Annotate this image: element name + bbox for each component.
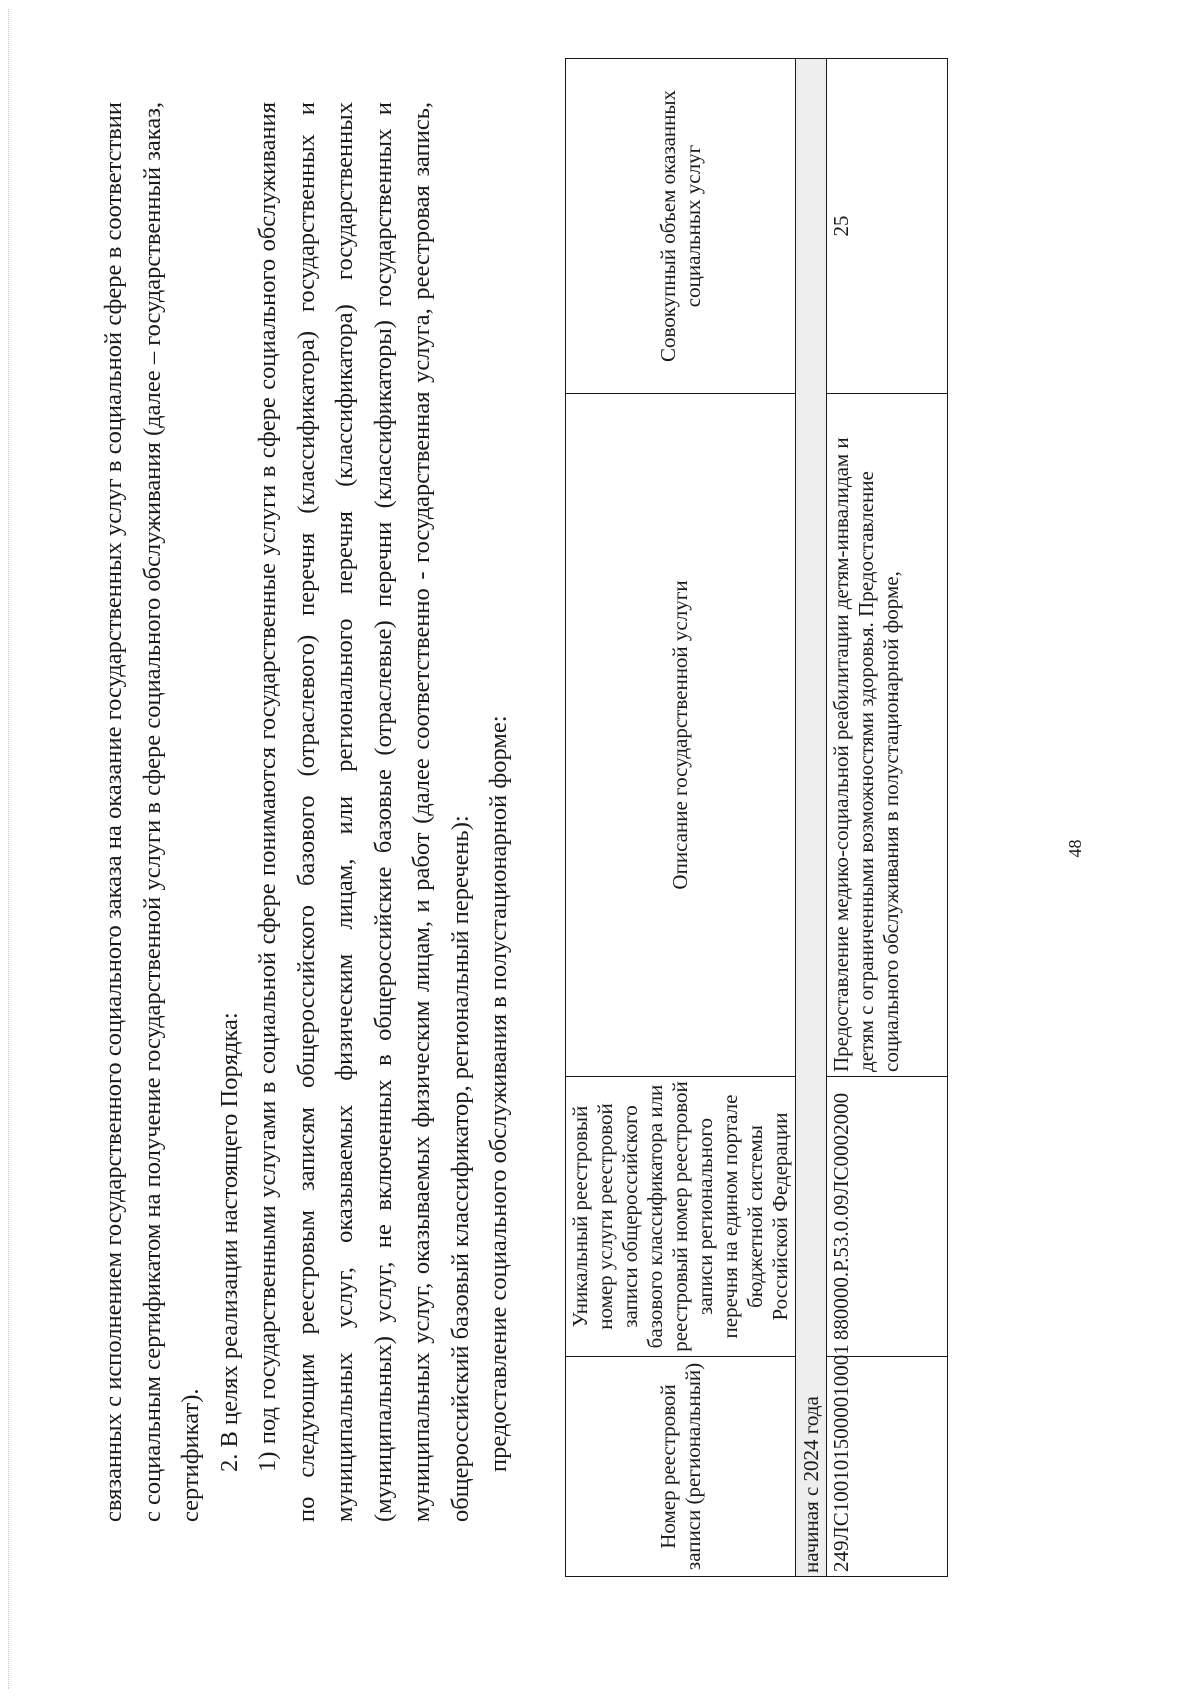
section-label: начиная с 2024 года	[796, 59, 827, 1577]
paragraph-2: 2. В целях реализации настоящего Порядка:	[215, 1012, 243, 1472]
paragraph-4: предоставление социального обслуживания в полустационарной форме:	[485, 715, 512, 1472]
paragraph-3: 1) под государственными услугами в социальной сфере понимаются государственные услуги в сфере социального обслуживания по следующим реестровым записям общероссийского базового (отраслевого) перечня (классификатора) государственных и муниципальных услуг, оказываемых физическим лицам, или регионального перечня (классификатора) государственных (муниципальных) услуг, не включенных в общероссийские базовые (отраслевые) перечни (классификаторы) государственных и муниципальных услуг, оказываемых физическим лицам, и работ (далее соответственно - государственная услуга, реестровая запись, общероссийский базовый классификатор, региональный перечень):	[254, 102, 474, 1522]
cell-unique-number: 880000.Р.53.0.09ЛС0002000	[827, 1077, 948, 1357]
header-unique-number: Уникальный реестровый номер услуги реестровой записи общероссийского базового классификатора или реестровый номер реестровой записи регионального перечня на едином портале бюджетной системы Российской Федерации	[566, 1077, 796, 1357]
scan-edge-artifact	[0, 9, 9, 1689]
cell-description: Предоставление медико-социальной реабилитации детям-инвалидам и детям с ограниченными возможностями здоровья. Предоставление социального обслуживания в полустационарной форме,	[827, 394, 948, 1077]
services-table	[565, 58, 948, 1577]
header-volume: Совокупный объем оказанных социальных услуг	[566, 59, 796, 394]
table-row	[827, 59, 948, 1577]
table-section-row	[796, 59, 827, 1577]
cell-volume: 25	[827, 59, 948, 394]
table-header-row	[566, 59, 796, 1577]
header-record-number: Номер реестровой записи (региональный)	[566, 1357, 796, 1577]
cell-record-number: 249ЛС1001015000010001	[827, 1357, 948, 1577]
body-text	[95, 102, 519, 1522]
header-description: Описание государственной услуги	[566, 394, 796, 1077]
paragraph-1: связанных с исполнением государственного социального заказа на оказание государственных услуг в социальной сфере в соответствии с социальным сертификатом на получение государственной услуги в сфере социального обслуживания (далее – государственный заказ, сертификат).	[100, 102, 204, 1522]
page-number: 48	[1065, 839, 1085, 858]
